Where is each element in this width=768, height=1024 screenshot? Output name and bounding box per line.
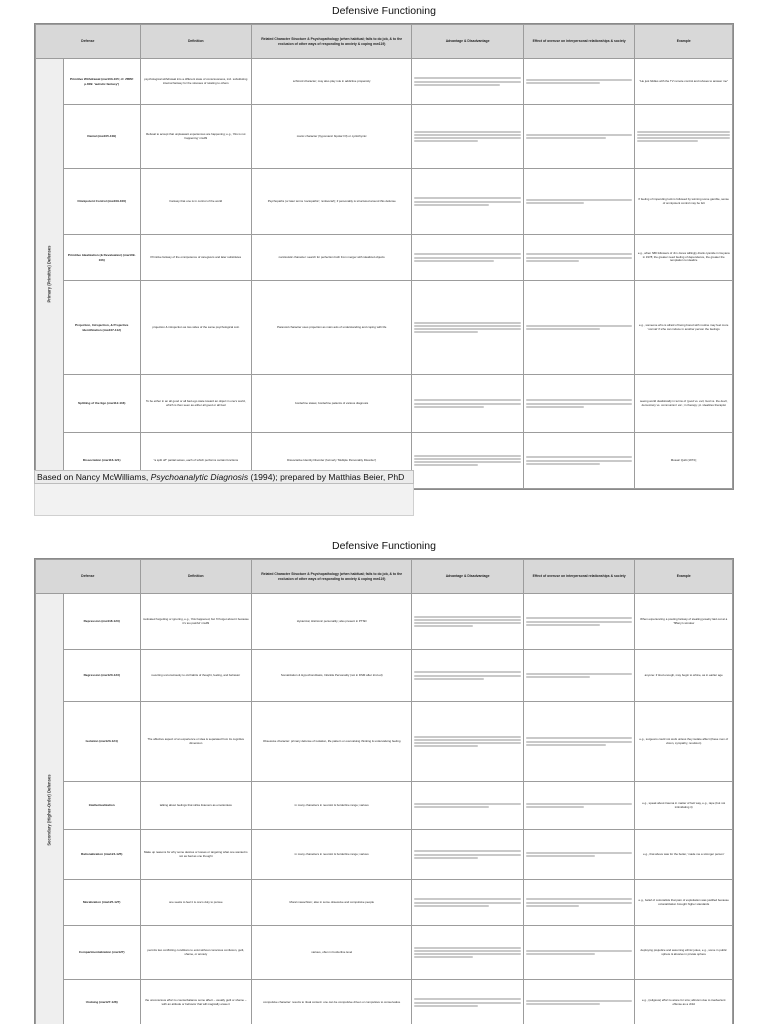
advantage-text <box>412 375 524 433</box>
col-header-effect: Effect of overuse on interpersonal relationships & society <box>523 560 635 594</box>
example-text: "He just fiddles with the TV remote control and refuses to answer me" <box>635 59 733 105</box>
defense-table-page-2 <box>34 558 734 1024</box>
related-text: manic character (hypomanic bipolar I/II) or cyclothymic <box>252 105 412 169</box>
col-header-effect: Effect of overuse on interpersonal relationships & society <box>523 25 635 59</box>
col-header-defense: Defense <box>36 560 141 594</box>
defense-name: Undoing (mw127-128) <box>63 980 140 1024</box>
example-text: e.g., surgeons could not work unless they isolate affect (these men of vision, sympathy, revulsion) <box>635 702 733 782</box>
related-text: Paranoid character uses projection as main axis of understanding and coping with life <box>252 281 412 375</box>
related-text: borderline states; borderline patients of various diagnosis <box>252 375 412 433</box>
example-text <box>635 105 733 169</box>
definition-text: "a split off" partial selves, each of which performs certain functions <box>140 433 252 489</box>
effect-text <box>523 281 635 375</box>
advantage-text <box>412 105 524 169</box>
credit-book-title: Psychoanalytic Diagnosis <box>150 472 249 482</box>
credit-suffix: (1994); prepared by Matthias Beier, PhD <box>248 472 405 482</box>
example-text: anyone: if tired enough, may begin to whine, as in earlier age <box>635 650 733 702</box>
example-text: When experiencing a pouting fantasy of stealing jewelry laid out at a Tiffany's window <box>635 594 733 650</box>
definition-text: Fantasy that one is in control of the world <box>140 169 252 235</box>
col-header-example: Example <box>635 25 733 59</box>
page-1-title: Defensive Functioning <box>332 5 436 17</box>
side-label: Primary (Primitive) Defenses <box>46 244 52 303</box>
example-text: deploying prejudice and assuming ethnic jokes, e.g., some in public sphere & abusive in private sphere <box>635 926 733 980</box>
definition-text: one seeks to feel it is one's duty to pursue <box>140 880 252 926</box>
related-text: various, often in borderline level <box>252 926 412 980</box>
definition-text: projection & introjection as two sides of the same psychological coin <box>140 281 252 375</box>
col-header-advantage: Advantage & Disadvantage <box>412 560 524 594</box>
defense-name: Splitting of the Ego (mw112-116) <box>63 375 140 433</box>
advantage-text <box>412 650 524 702</box>
defense-name: Compartmentalization (mw127) <box>63 926 140 980</box>
effect-text <box>523 980 635 1024</box>
related-text: narcissistic character: search for perfection both from merger with idealized objects <box>252 235 412 281</box>
effect-text <box>523 594 635 650</box>
defense-name: Primitive Idealization (& Devaluation) (mw109-106) <box>63 235 140 281</box>
example-text: e.g., that above was for the better, 'made me a stronger person' <box>635 830 733 880</box>
defense-name: Rationalization (mw124-125) <box>63 830 140 880</box>
effect-text <box>523 433 635 489</box>
effect-text <box>523 880 635 926</box>
defense-name: Primitive Withdrawal (mw103-105; cf. ZBBF p.809: 'autistic fantasy') <box>63 59 140 105</box>
definition-text: the unconscious effort to counterbalance some affect – usually guilt or shame – with an attitude or behavior that will magically erase it <box>140 980 252 1024</box>
definition-text: psychological withdrawal into a different state of consciousness, incl. substituting internal fantasy for the stresses of relating to others <box>140 59 252 105</box>
col-header-advantage: Advantage & Disadvantage <box>412 25 524 59</box>
effect-text <box>523 702 635 782</box>
credit-line <box>34 470 414 484</box>
defense-name: Regression (mw120-123) <box>63 650 140 702</box>
defense-name: Isolation (mw123-124) <box>63 702 140 782</box>
effect-text <box>523 59 635 105</box>
related-text: Dissociative Identity Disorder (formerly 'Multiple Personality Disorder') <box>252 433 412 489</box>
col-header-related: Related Character Structure & Psychopathology (when habitual; fails to do job, & to the exclusion of other ways of responding to anxiety & coping mw119) <box>252 25 412 59</box>
related-text: Obsessive character: primary defense of isolation, life pattern or overvaluing thinking & undervaluing feeling <box>252 702 412 782</box>
col-header-definition: Definition <box>140 560 252 594</box>
advantage-text <box>412 880 524 926</box>
effect-text <box>523 830 635 880</box>
side-label-cell <box>36 594 64 1024</box>
defense-name: Denial (mw105-109) <box>63 105 140 169</box>
advantage-text <box>412 594 524 650</box>
example-text: e.g., belief of colonialists that pain of exploitation was justified because colonialization brought higher standards <box>635 880 733 926</box>
effect-text <box>523 169 635 235</box>
related-text: Somatization & Hypochondriasis, Infantile Personality (not in DSM after 2nd ed) <box>252 650 412 702</box>
definition-text: permits two conflicting conditions to exist without conscious confusion, guilt, shame, or anxiety <box>140 926 252 980</box>
effect-text <box>523 235 635 281</box>
advantage-text <box>412 281 524 375</box>
defense-name: Repression (mw118-123) <box>63 594 140 650</box>
definition-text: Primitive fantasy of the omnipotence of caregivers and later substitutes <box>140 235 252 281</box>
side-label-cell <box>36 59 64 489</box>
definition-text: The affective aspect of an experience or idea is separated from its cognitive dimension <box>140 702 252 782</box>
example-text: e.g., speak about trauma in matter of fact way, e.g., rape (but not intimidating it) <box>635 782 733 830</box>
example-text: Mosaic Quilt (1973); <box>635 433 733 489</box>
advantage-text <box>412 59 524 105</box>
defense-name: Projection, Introjection, & Projective Identification (mw107-112) <box>63 281 140 375</box>
effect-text <box>523 375 635 433</box>
side-label: Secondary (Higher-Order) Defenses <box>46 773 52 846</box>
example-text: seeing world dualistically in terms of 'good vs. evil, God vs. the devil, democracy vs. communism' etc.; in therapy: pt. idealizes therapist <box>635 375 733 433</box>
example-text: e.g., (religious) effort to atone for sins; altruism due to inadvertent offense as a child <box>635 980 733 1024</box>
defense-name: Intellectualization <box>63 782 140 830</box>
credit-prefix: Based on Nancy McWilliams, <box>37 472 151 482</box>
defense-name: Dissociation (mw116-121) <box>63 433 140 489</box>
advantage-text <box>412 980 524 1024</box>
advantage-text <box>412 830 524 880</box>
col-header-definition: Definition <box>140 25 252 59</box>
page-2-title: Defensive Functioning <box>332 540 436 552</box>
advantage-text <box>412 433 524 489</box>
related-text: compulsive character: resorts to ritual content: one can be compulsive driven or compulsive to conservative <box>252 980 412 1024</box>
col-header-example: Example <box>635 560 733 594</box>
col-header-defense: Defense <box>36 25 141 59</box>
effect-text <box>523 782 635 830</box>
related-text: Hysterical, Histrionic personality; also present in PTSD <box>252 594 412 650</box>
advantage-text <box>412 782 524 830</box>
advantage-text <box>412 702 524 782</box>
defense-name: Moralization (mw125-127) <box>63 880 140 926</box>
definition-text: motivated forgetting or ignoring, e.g., 'this happened, but I'll forget about it because it's too painful' mw99 <box>140 594 252 650</box>
effect-text <box>523 926 635 980</box>
defense-name: Omnipotent Control (mw109-106) <box>63 169 140 235</box>
related-text: Psychopaths (or later terms 'sociopathic', 'antisocial'); if personality is structured around this defense <box>252 169 412 235</box>
example-text: If feeling of impending luck is followed by winning some gamble, sense of omnipotent control may be felt <box>635 169 733 235</box>
advantage-text <box>412 926 524 980</box>
credit-box <box>34 484 414 516</box>
definition-text: reverting unconsciously to old habits of thought, feeling, and behavior <box>140 650 252 702</box>
col-header-related: Related Character Structure & Psychopathology (when habitual; fails to do job, & to the exclusion of other ways of responding to anxiety & coping mw119) <box>252 560 412 594</box>
related-text: schizoid character; may also play role in addictive propensity <box>252 59 412 105</box>
related-text: Moral masochism; also in some obsessive and compulsive people <box>252 880 412 926</box>
defense-table-page-1 <box>34 23 734 490</box>
effect-text <box>523 650 635 702</box>
definition-text: To be either in an all good or all bad ego state toward an object in one's world, which is then seen as either all good or all bad <box>140 375 252 433</box>
definition-text: talking about feelings that strike listeners as emotionless <box>140 782 252 830</box>
related-text: in many characters in neurotic & borderline range; various <box>252 782 412 830</box>
example-text: e.g., when NBI followers of Jim Jones willingly drank cyanide in Guyana in 1978; the greater need feeling of dependence, the greater the temptation to idealize <box>635 235 733 281</box>
advantage-text <box>412 235 524 281</box>
related-text: in many characters in neurotic & borderline range; various <box>252 830 412 880</box>
example-text: e.g., someone who is afraid of being bored with routine may feel more 'normal' if s/he can induce in another person the feelings <box>635 281 733 375</box>
definition-text: Make up reasons for why some desires or losses or targeting what one wanted is not as bad as one thought <box>140 830 252 880</box>
definition-text: Refusal to accept that unpleasant experiences are happening; e.g., 'this is not happening' mw09 <box>140 105 252 169</box>
effect-text <box>523 105 635 169</box>
advantage-text <box>412 169 524 235</box>
